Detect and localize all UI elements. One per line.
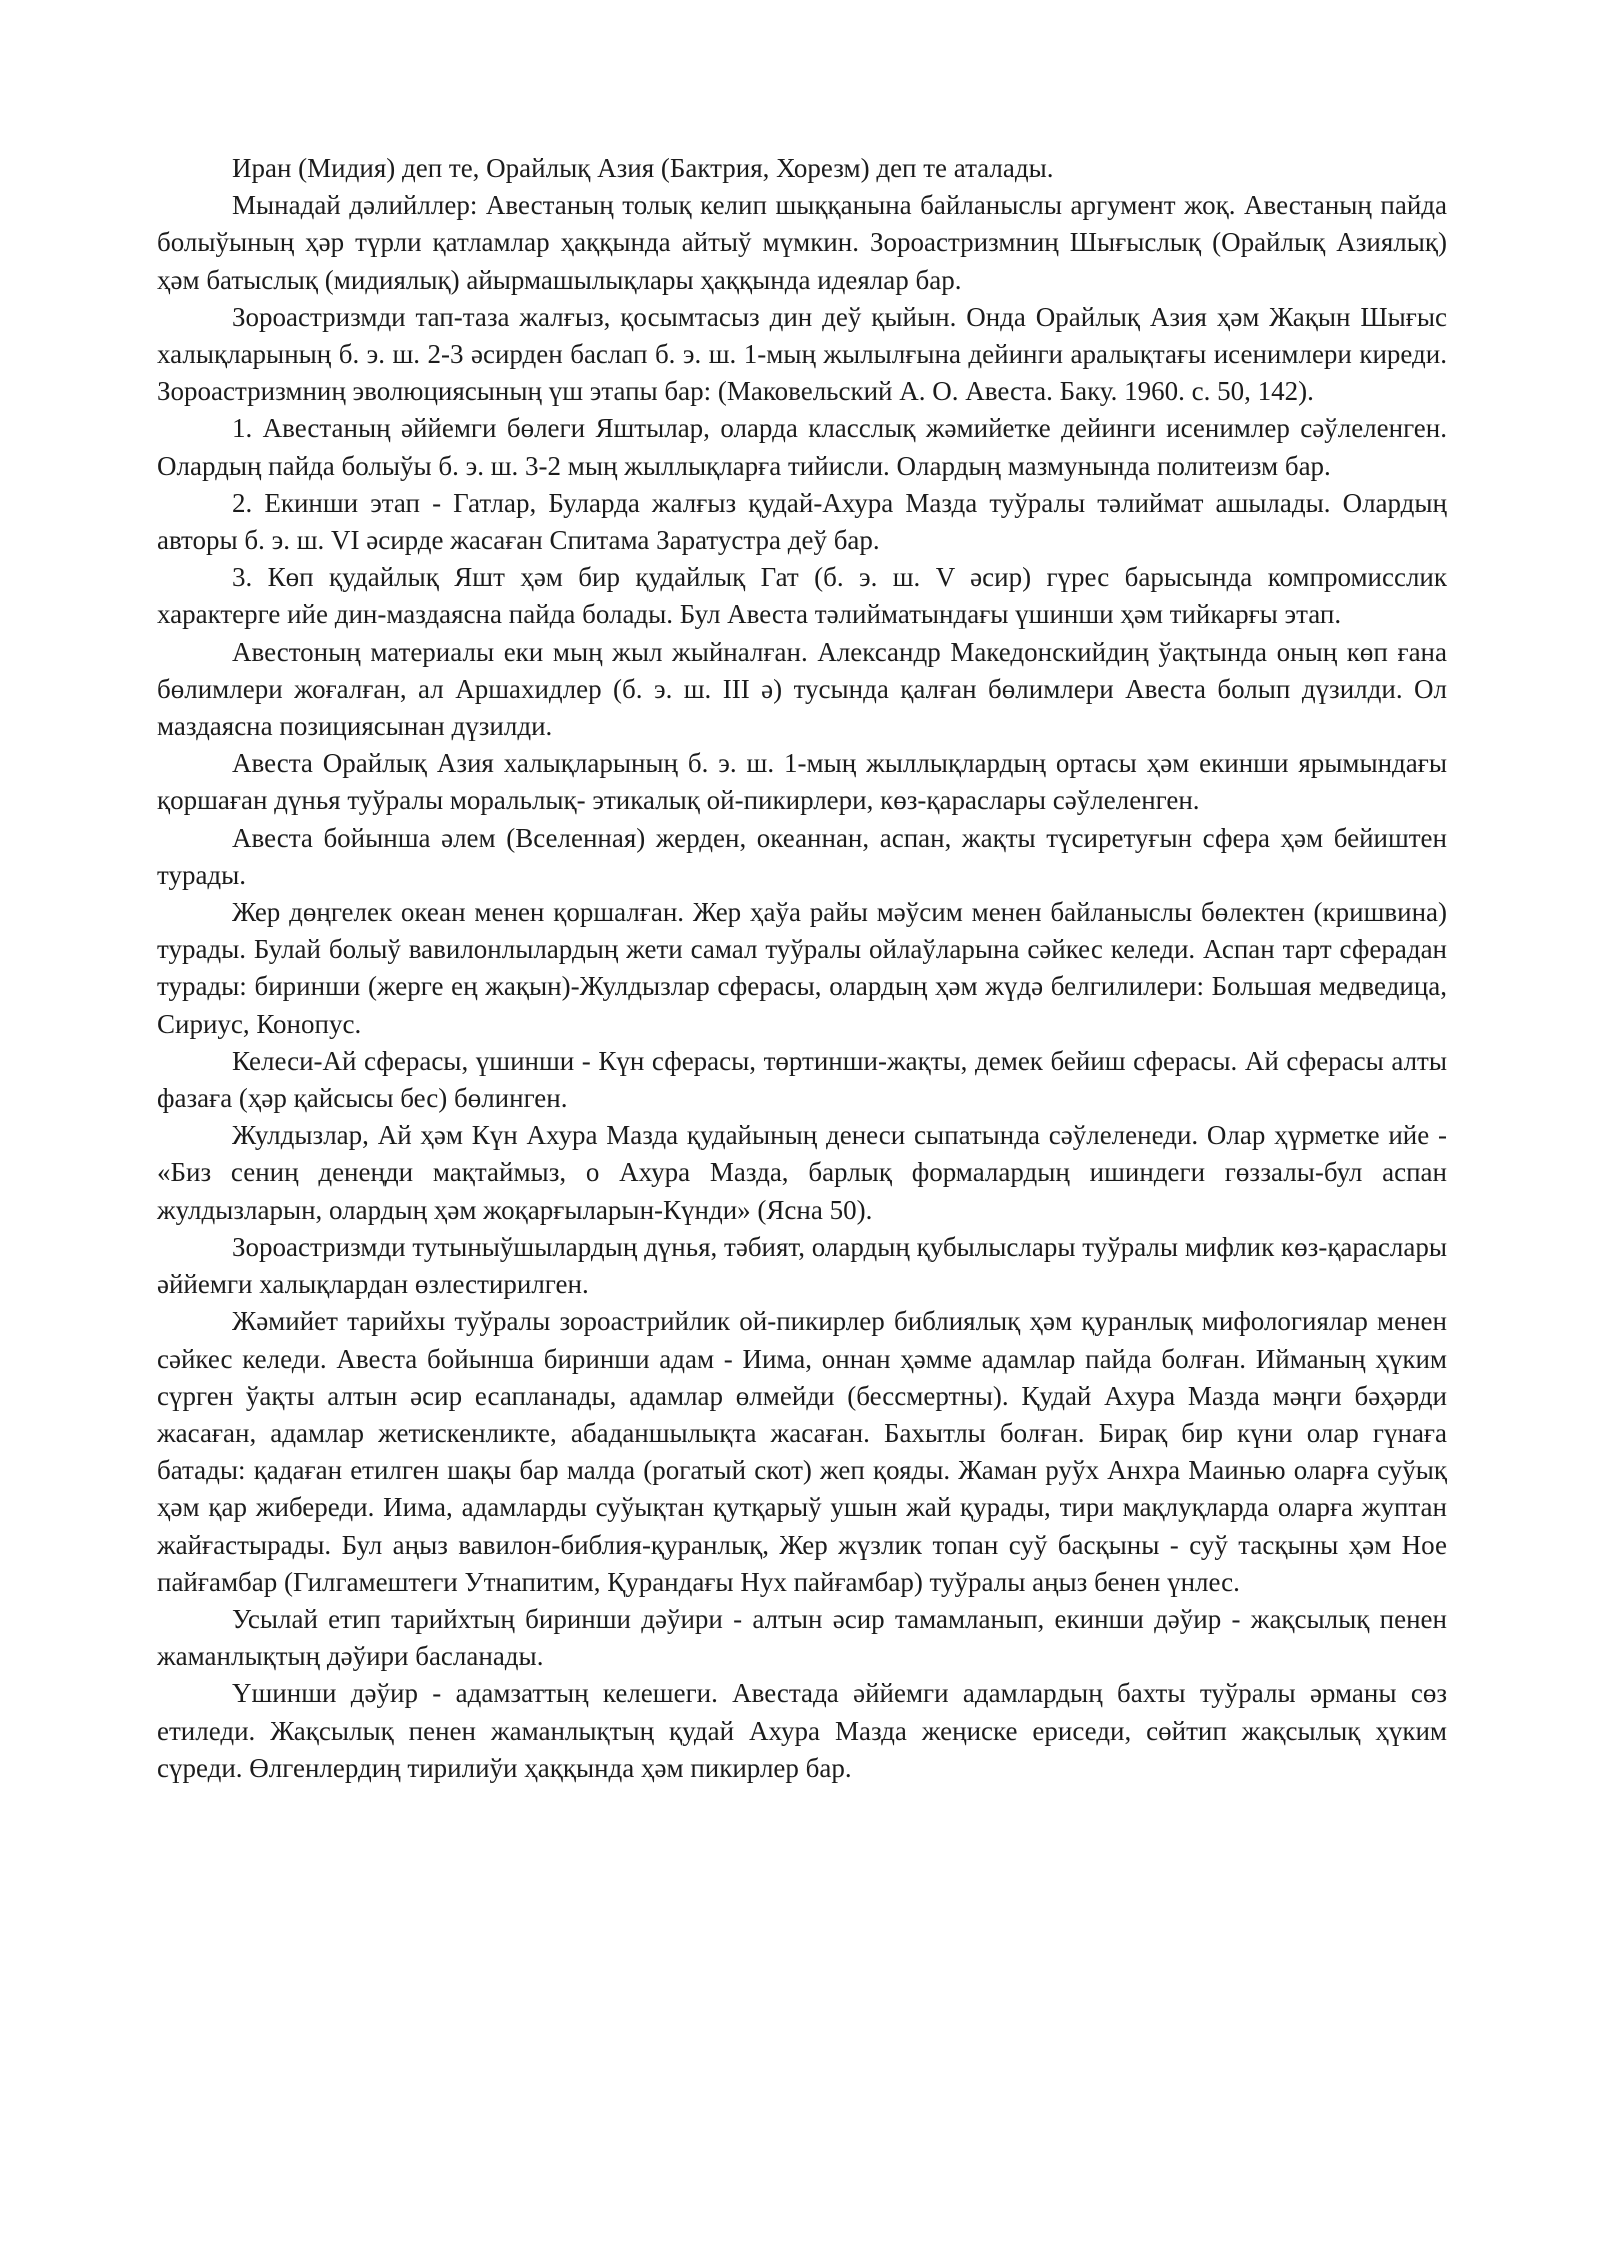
paragraph-10: Жер дөңгелек океан менен қоршалған. Жер ҳаўа райы мәўсим менен байланыслы бөлектен (кришвина) турады. Булай болыў вавилонлылардың жети самал туўралы ойлаўларына сәйкес келеди. Аспан тарт сферадан турады: биринши (жерге ең жақын)-Жулдызлар сферасы, олардың ҳәм жүдә белгилилери: Большая медведица, Сириус, Конопус.: [157, 897, 1447, 1039]
paragraph-16: Үшинши дәўир - адамзаттың келешеги. Авестада әййемги адамлардың бахты туўралы әрманы сөз етиледи. Жақсылық пенен жаманлықтың қудай Ахура Мазда жеңиске ериседи, сөйтип жақсылық ҳүким сүреди. Өлгенлердиң тирилиўи ҳаққында ҳәм пикирлер бар.: [157, 1678, 1447, 1783]
paragraph-13: Зороастризмди тутыныўшылардың дүнья, тәбият, олардың қубылыслары туўралы мифлик көз-қараслары әййемги халықлардан өзлестирилген.: [157, 1231, 1447, 1300]
paragraph-14: Жәмийет тарийхы туўралы зороастрийлик ой-пикирлер библиялық ҳәм қуранлық мифологиялар менен сәйкес келеди. Авеста бойынша биринши адам - Иима, оннан ҳәмме адамлар пайда болған. Ийманың ҳүким сүрген ўақты алтын әсир есапланады, адамлар өлмейди (бессмертны). Қудай Ахура Мазда мәңги бәҳәрди жасаған, адамлар жетискенликте, абаданшылықта жасаған. Бахытлы болған. Бирақ бир күни олар гүнаға батады: қадаған етилген шақы бар малда (рогатый скот) жеп қояды. Жаман руўх Анхра Маинью оларға суўық ҳәм қар жибереди. Иима, адамларды суўықтан қутқарыў ушын жай қурады, тири мақлуқларда оларға жуптан жайғастырады. Бул аңыз вавилон-библия-қуранлық, Жер жүзлик топан суў басқыны - суў тасқыны ҳәм Ное пайғамбар (Гилгамештеги Утнапитим, Қурандағы Нух пайғамбар) туўралы аңыз бенен үнлес.: [157, 1306, 1447, 1597]
paragraph-4: 1. Авестаның әййемги бөлеги Яштылар, оларда класслық жәмийетке дейинги исенимлер сәўлеленген. Олардың пайда болыўы б. э. ш. 3-2 мың жыллықларға тийисли. Олардың мазмунында политеизм бар.: [157, 413, 1447, 481]
paragraph-7: Авестоның материалы еки мың жыл жыйналған. Александр Македонскийдиң ўақтында оның көп ғана бөлимлери жоғалған, ал Аршахидлер (б. э. ш. III ә) тусында қалған бөлимлери Авеста болып дүзилди. Ол маздаясна позициясынан дүзилди.: [157, 636, 1447, 742]
paragraph-11: Келеси-Ай сферасы, үшинши - Күн сферасы, төртинши-жақты, демек бейиш сферасы. Ай сферасы алты фазаға (ҳәр қайсысы бес) бөлинген.: [157, 1045, 1447, 1114]
paragraph-2: Мынадай дәлийллер: Авестаның толық келип шыққанына байланыслы аргумент жоқ. Авестаның пайда болыўының ҳәр түрли қатламлар ҳаққында айтыў мүмкин. Зороастризмниң Шығыслық (Орайлық Азиялық) ҳәм батыслық (мидиялық) айырмашылықлары ҳаққында идеялар бар.: [157, 190, 1447, 295]
paragraph-9: Авеста бойынша әлем (Вселенная) жерден, океаннан, аспан, жақты түсиретуғын сфера ҳәм бейиштен турады.: [157, 822, 1447, 890]
paragraph-3: Зороастризмди тап-таза жалғыз, қосымтасыз дин деў қыйын. Онда Орайлық Азия ҳәм Жақын Шығыс халықларының б. э. ш. 2-3 әсирден баслап б. э. ш. 1-мың жылылғына дейинги аралықтағы исенимлери киреди. Зороастризмниң эволюциясының үш этапы бар: (Маковельский А. О. Авеста. Баку. 1960. с. 50, 142).: [157, 301, 1447, 407]
paragraph-15: Усылай етип тарийхтың биринши дәўири - алтын әсир тамамланып, екинши дәўир - жақсылық пенен жаманлықтың дәўири басланады.: [157, 1603, 1447, 1672]
paragraph-1: Иран (Мидия) деп те, Орайлық Азия (Бактрия, Хорезм) деп те аталады.: [232, 153, 1054, 183]
paragraph-12: Жулдызлар, Ай ҳәм Күн Ахура Мазда қудайының денеси сыпатында сәўлеленеди. Олар ҳүрметке ийе - «Биз сениң денеңди мақтаймыз, о Ахура Мазда, барлық формалардың ишиндеги гөззалы-бул аспан жулдызларын, олардың ҳәм жоқарғыларын-Күнди» (Ясна 50).: [157, 1120, 1447, 1225]
paragraph-8: Авеста Орайлық Азия халықларының б. э. ш. 1-мың жыллықлардың ортасы ҳәм екинши ярымындағы қоршаған дүнья туўралы моральлық- этикалық ой-пикирлери, көз-қараслары сәўлеленген.: [157, 748, 1447, 816]
paragraph-6: 3. Көп қудайлық Яшт ҳәм бир қудайлық Гат (б. э. ш. V әсир) гүрес барысында компромисслик характерге ийе дин-маздаясна пайда болады. Бул Авеста тәлийматындағы үшинши ҳәм тийкарғы этап.: [157, 562, 1447, 630]
paragraph-5: 2. Екинши этап - Гатлар, Буларда жалғыз қудай-Ахура Мазда туўралы тәлиймат ашылады. Олардың авторы б. э. ш. VI әсирде жасаған Спитама Заратустра деў бар.: [157, 487, 1447, 556]
document-body: [157, 150, 1447, 1787]
